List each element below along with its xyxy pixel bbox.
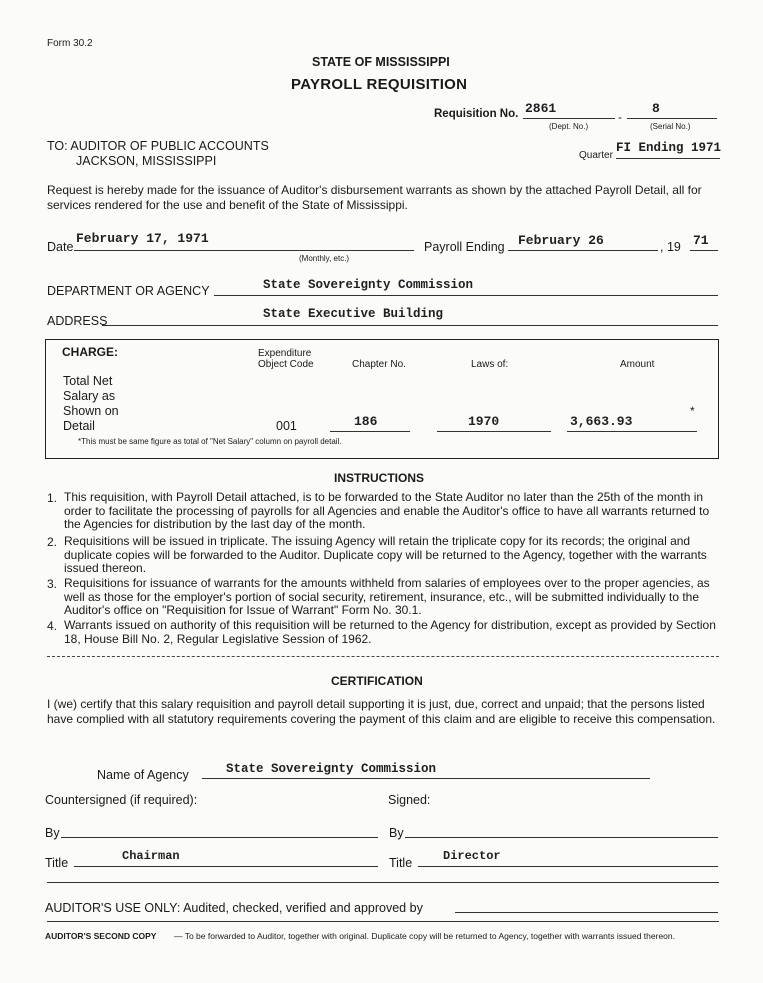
year-value[interactable]: 71	[693, 233, 709, 248]
to-line-2: JACKSON, MISSISSIPPI	[76, 154, 217, 168]
dept-no-caption: (Dept. No.)	[549, 122, 589, 131]
charge-desc-4: Detail	[63, 419, 95, 433]
col-object-code: Object Code	[258, 359, 314, 370]
col-amount: Amount	[620, 359, 655, 370]
title-right-label: Title	[389, 856, 413, 870]
to-line-1: TO: AUDITOR OF PUBLIC ACCOUNTS	[47, 139, 269, 153]
countersigned-label: Countersigned (if required):	[45, 793, 198, 807]
by-right-label: By	[389, 826, 404, 840]
certification-paragraph: I (we) certify that this salary requisition and payroll detail supporting it is just, due, correct and unpaid; that the persons listed have complied with all statutory requirements covering the payment of this claim and are eligible to receive this compensation.	[47, 697, 716, 726]
col-chapter: Chapter No.	[352, 359, 406, 370]
instruction-3-num: 3.	[47, 577, 58, 591]
department-label: DEPARTMENT OR AGENCY	[47, 284, 210, 298]
by-left-label: By	[45, 826, 60, 840]
date-value[interactable]: February 17, 1971	[76, 231, 209, 246]
col-laws: Laws of:	[471, 359, 509, 370]
charge-desc-1: Total Net	[63, 374, 113, 388]
chapter-value[interactable]: 186	[354, 414, 378, 429]
instruction-4-num: 4.	[47, 619, 58, 633]
charge-footnote: *This must be same figure as total of "Net Salary" column on payroll detail.	[78, 437, 342, 446]
amount-value[interactable]: 3,663.93	[570, 414, 633, 429]
serial-number-value[interactable]: 8	[652, 101, 660, 116]
instruction-1-text: This requisition, with Payroll Detail attached, is to be forwarded to the State Auditor no later than the 25th of the month in order to facilitate the processing of payrolls for all Agencies and enable the Auditor's office to have all warrants returned to the Agencies for distribution by the last day of the month.	[64, 490, 710, 531]
year-prefix: , 19	[660, 240, 681, 254]
payroll-ending-value[interactable]: February 26	[518, 233, 604, 248]
title-left-value[interactable]: Chairman	[122, 849, 180, 863]
signed-label: Signed:	[388, 793, 431, 807]
by-right-line[interactable]	[405, 837, 718, 838]
agency-name-value[interactable]: State Sovereignty Commission	[226, 762, 437, 776]
auditor-approval-line[interactable]	[455, 912, 718, 913]
certification-heading: CERTIFICATION	[331, 674, 423, 688]
serial-no-caption: (Serial No.)	[650, 122, 691, 131]
requisition-label: Requisition No.	[434, 108, 519, 120]
auditor-use-label: AUDITOR'S USE ONLY: Audited, checked, verified and approved by	[45, 901, 423, 915]
request-paragraph: Request is hereby made for the issuance of Auditor's disbursement warrants as shown by the attached Payroll Detail, all for services rendered for the use and benefit of the State of Mississippi.	[47, 183, 702, 212]
charge-label: CHARGE:	[62, 345, 118, 359]
instruction-3-text: Requisitions for issuance of warrants for the amounts withheld from salaries of employees over to the proper agencies, as well as those for the employer's portion of social security, retirement, insurance, etc., will be submitted individually to the Auditor's office on "Requisition for Issue of Warrant" Form No. 30.1.	[64, 576, 710, 617]
quarter-label: Quarter	[579, 150, 613, 161]
form-title: PAYROLL REQUISITION	[291, 76, 468, 93]
col-expenditure: Expenditure	[258, 348, 312, 359]
form-number: Form 30.2	[47, 38, 93, 49]
payroll-ending-label: Payroll Ending	[424, 240, 505, 254]
agency-name-label: Name of Agency	[97, 768, 189, 782]
address-value[interactable]: State Executive Building	[263, 307, 444, 321]
instruction-2-text: Requisitions will be issued in triplicate. The issuing Agency will retain the triplicate copy for its records; the original and duplicate copies will be forwarded to the Auditor. Duplicate copy will be returned to the Agency, together with the warrants issued thereon.	[64, 534, 707, 575]
instruction-1-num: 1.	[47, 491, 58, 505]
title-left-label: Title	[45, 856, 69, 870]
object-code-value[interactable]: 001	[276, 419, 297, 433]
department-value[interactable]: State Sovereignty Commission	[263, 278, 474, 292]
date-label: Date	[47, 240, 74, 254]
title-right-value[interactable]: Director	[443, 849, 501, 863]
charge-desc-3: Shown on	[63, 404, 119, 418]
laws-value[interactable]: 1970	[468, 414, 500, 429]
quarter-value[interactable]: FI Ending 1971	[616, 141, 722, 155]
instruction-4-text: Warrants issued on authority of this requisition will be returned to the Agency for distribution, except as provided by Section 18, House Bill No. 2, Regular Legislative Session of 1962.	[64, 618, 716, 646]
address-label: ADDRESS	[47, 314, 108, 328]
second-copy-text: — To be forwarded to Auditor, together with original. Duplicate copy will be returned to Agency, together with warrants issued thereon.	[174, 931, 675, 941]
divider-1	[47, 656, 719, 657]
requisition-dash: -	[618, 110, 622, 124]
second-copy-label: AUDITOR'S SECOND COPY	[45, 931, 157, 941]
state-heading: STATE OF MISSISSIPPI	[312, 55, 450, 69]
divider-2	[47, 882, 719, 883]
instruction-2-num: 2.	[47, 535, 58, 549]
charge-desc-2: Salary as	[63, 389, 116, 403]
by-left-line[interactable]	[61, 837, 378, 838]
divider-3	[47, 921, 719, 922]
dept-number-value[interactable]: 2861	[525, 101, 557, 116]
monthly-caption: (Monthly, etc.)	[299, 254, 350, 263]
amount-asterisk: *	[690, 404, 695, 418]
instructions-heading: INSTRUCTIONS	[334, 471, 424, 485]
